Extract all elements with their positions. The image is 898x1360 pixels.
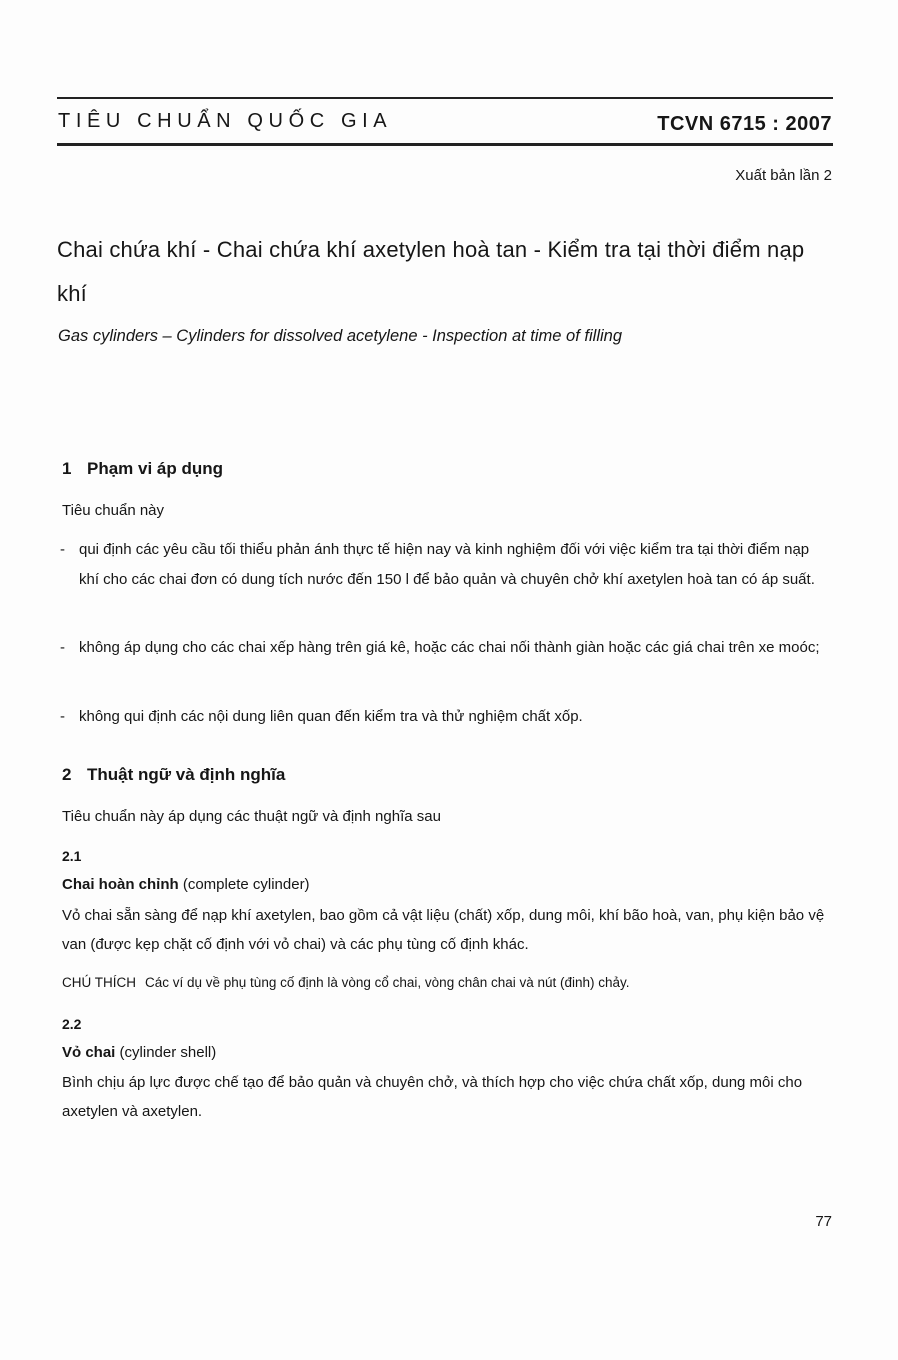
list-item — [60, 633, 832, 663]
edition-label: Xuất bản lần 2 — [735, 167, 832, 184]
list-dash: - — [60, 708, 65, 725]
note-label: CHÚ THÍCH — [62, 975, 136, 990]
term-name: Chai hoàn chỉnh — [62, 876, 179, 893]
list-item — [60, 535, 832, 594]
note-text: Các ví dụ về phụ tùng cố định là vòng cổ chai, vòng chân chai và nút (đinh) chảy. — [145, 975, 630, 990]
header-bottom-rule — [57, 143, 833, 146]
page-number: 77 — [815, 1213, 832, 1230]
header-top-rule — [57, 97, 833, 99]
term-definition: Bình chịu áp lực được chế tạo để bảo quản và chuyên chở, và thích hợp cho việc chứa chất xốp, dung môi cho axetylen và axetylen. — [62, 1074, 803, 1120]
section-2-intro: Tiêu chuẩn này áp dụng các thuật ngữ và định nghĩa sau — [62, 808, 441, 825]
standard-series-label: TIÊU CHUẨN QUỐC GIA — [58, 110, 393, 132]
list-item — [60, 702, 832, 732]
term-name: Vỏ chai — [62, 1044, 116, 1061]
list-dash: - — [60, 639, 65, 656]
term-heading — [62, 1044, 216, 1061]
term-english: (complete cylinder) — [182, 876, 310, 893]
document-title: Chai chứa khí - Chai chứa khí axetylen hoà tan - Kiểm tra tại thời điểm nạp khí — [57, 237, 805, 306]
term-number: 2.2 — [62, 1016, 82, 1032]
term-note — [62, 975, 630, 990]
section-2-heading — [62, 765, 285, 785]
term-english: (cylinder shell) — [119, 1044, 217, 1061]
term-number: 2.1 — [62, 848, 82, 864]
list-item-text: không áp dụng cho các chai xếp hàng trên giá kê, hoặc các chai nối thành giàn hoặc các giá chai trên xe moóc; — [79, 639, 820, 656]
section-title: Thuật ngữ và định nghĩa — [87, 765, 286, 784]
list-dash: - — [60, 541, 65, 558]
section-title: Phạm vi áp dụng — [87, 459, 224, 478]
document-subtitle-english: Gas cylinders – Cylinders for dissolved acetylene - Inspection at time of filling — [58, 327, 623, 345]
term-definition: Vỏ chai sẵn sàng để nạp khí axetylen, bao gồm cả vật liệu (chất) xốp, dung môi, khí bão hoà, van, phụ kiện bảo vệ van (được kẹp chặt cố định với vỏ chai) và các phụ tùng cố định khác. — [62, 907, 825, 953]
term-heading — [62, 876, 310, 893]
standard-code: TCVN 6715 : 2007 — [657, 113, 832, 135]
list-item-text: qui định các yêu cầu tối thiểu phản ánh thực tế hiện nay và kinh nghiệm đối với việc kiểm tra tại thời điểm nạp khí cho các chai đơn có dung tích nước đến 150 l để bảo quản và chuyên chở khí axetylen hoà tan có áp suất. — [79, 541, 815, 588]
section-1-intro: Tiêu chuẩn này — [62, 502, 165, 519]
section-number: 2 — [62, 765, 72, 784]
list-item-text: không qui định các nội dung liên quan đến kiểm tra và thử nghiệm chất xốp. — [79, 708, 583, 725]
section-1-heading — [62, 459, 223, 479]
section-number: 1 — [62, 459, 72, 478]
